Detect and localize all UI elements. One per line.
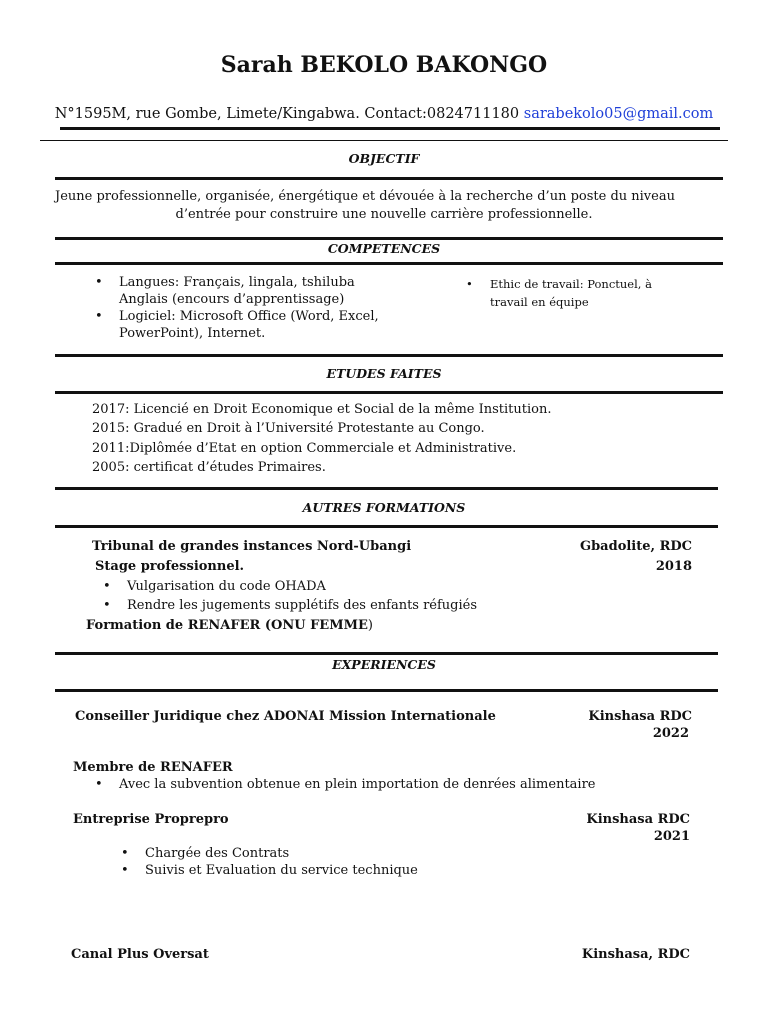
- autres-rule-top: [55, 487, 718, 490]
- autres-bullet-ohada: • Vulgarisation du code OHADA: [127, 579, 326, 594]
- objectif-line-2: d’entrée pour construire une nouvelle carrière professionnelle.: [175, 207, 593, 222]
- job4-location: Kinshasa, RDC: [581, 947, 690, 962]
- competences-rule-bottom: [55, 262, 723, 265]
- job3-bullet-contrats: • Chargée des Contrats: [145, 846, 289, 861]
- contact-line: [0, 106, 768, 122]
- etude-2011: 2011:Diplômée d’Etat en option Commerciale et Administrative.: [92, 441, 517, 456]
- etudes-rule-top: [55, 354, 723, 357]
- autres-rule-bottom: [55, 525, 718, 528]
- autres-location: Gbadolite, RDC: [579, 539, 692, 554]
- page-divider: [40, 140, 728, 141]
- experiences-title: EXPERIENCES: [332, 657, 436, 672]
- job3-year: 2021: [653, 829, 690, 844]
- autres-year: 2018: [655, 559, 692, 574]
- job1-year: 2022: [652, 726, 689, 741]
- autres-org: Tribunal de grandes instances Nord-Ubangi: [92, 539, 412, 554]
- job3-location: Kinshasa RDC: [586, 812, 690, 827]
- objectif-title: OBJECTIF: [348, 151, 420, 166]
- autres-formation-tail: ): [367, 618, 373, 633]
- job1-title: Conseiller Juridique chez ADONAI Mission Internationale: [75, 709, 496, 724]
- job3-title: Entreprise Proprepro: [73, 812, 229, 827]
- etudes-rule-bottom: [55, 391, 723, 394]
- objectif-line-1: Jeune professionnelle, organisée, énergétique et dévouée à la recherche d’un poste du niveau: [55, 189, 675, 204]
- etude-2017: 2017: Licencié en Droit Economique et Social de la même Institution.: [92, 402, 552, 417]
- autres-bullet-jugements: • Rendre les jugements supplétifs des enfants réfugiés: [127, 598, 477, 613]
- etudes-title: ETUDES FAITES: [326, 366, 442, 381]
- job3-bullet-suivis: • Suivis et Evaluation du service technique: [145, 863, 418, 878]
- etude-2005: 2005: certificat d’études Primaires.: [92, 460, 326, 475]
- contact-text: N°1595M, rue Gombe, Limete/Kingabwa. Contact:0824711180: [54, 106, 524, 122]
- competence-ethic: • Ethic de travail: Ponctuel, à: [490, 277, 652, 291]
- objectif-rule: [55, 177, 723, 180]
- competences-rule-top: [55, 237, 723, 240]
- competence-ethic-cont: travail en équipe: [490, 295, 589, 309]
- autres-title: AUTRES FORMATIONS: [302, 500, 466, 515]
- competences-title: COMPETENCES: [327, 241, 441, 256]
- autres-formation-renafer: [86, 618, 373, 633]
- autres-formation-bold: Formation de RENAFER (ONU FEMME: [86, 618, 368, 633]
- header-rule: [60, 127, 720, 130]
- candidate-name: Sarah BEKOLO BAKONGO: [220, 52, 548, 78]
- competence-logiciel-cont: PowerPoint), Internet.: [119, 326, 266, 341]
- competence-logiciel: • Logiciel: Microsoft Office (Word, Excel,: [119, 309, 379, 324]
- job2-title: Membre de RENAFER: [73, 760, 233, 775]
- job2-bullet: • Avec la subvention obtenue en plein importation de denrées alimentaire: [119, 777, 596, 792]
- job1-location: Kinshasa RDC: [588, 709, 692, 724]
- email-link[interactable]: sarabekolo05@gmail.com: [523, 106, 714, 122]
- experiences-rule-bottom: [55, 689, 718, 692]
- autres-role: Stage professionnel.: [95, 559, 245, 574]
- job4-title: Canal Plus Oversat: [71, 947, 209, 962]
- etude-2015: 2015: Gradué en Droit à l’Université Protestante au Congo.: [92, 421, 485, 436]
- experiences-rule-top: [55, 652, 718, 655]
- competence-anglais: Anglais (encours d’apprentissage): [119, 292, 345, 307]
- competence-langues: • Langues: Français, lingala, tshiluba: [119, 275, 355, 290]
